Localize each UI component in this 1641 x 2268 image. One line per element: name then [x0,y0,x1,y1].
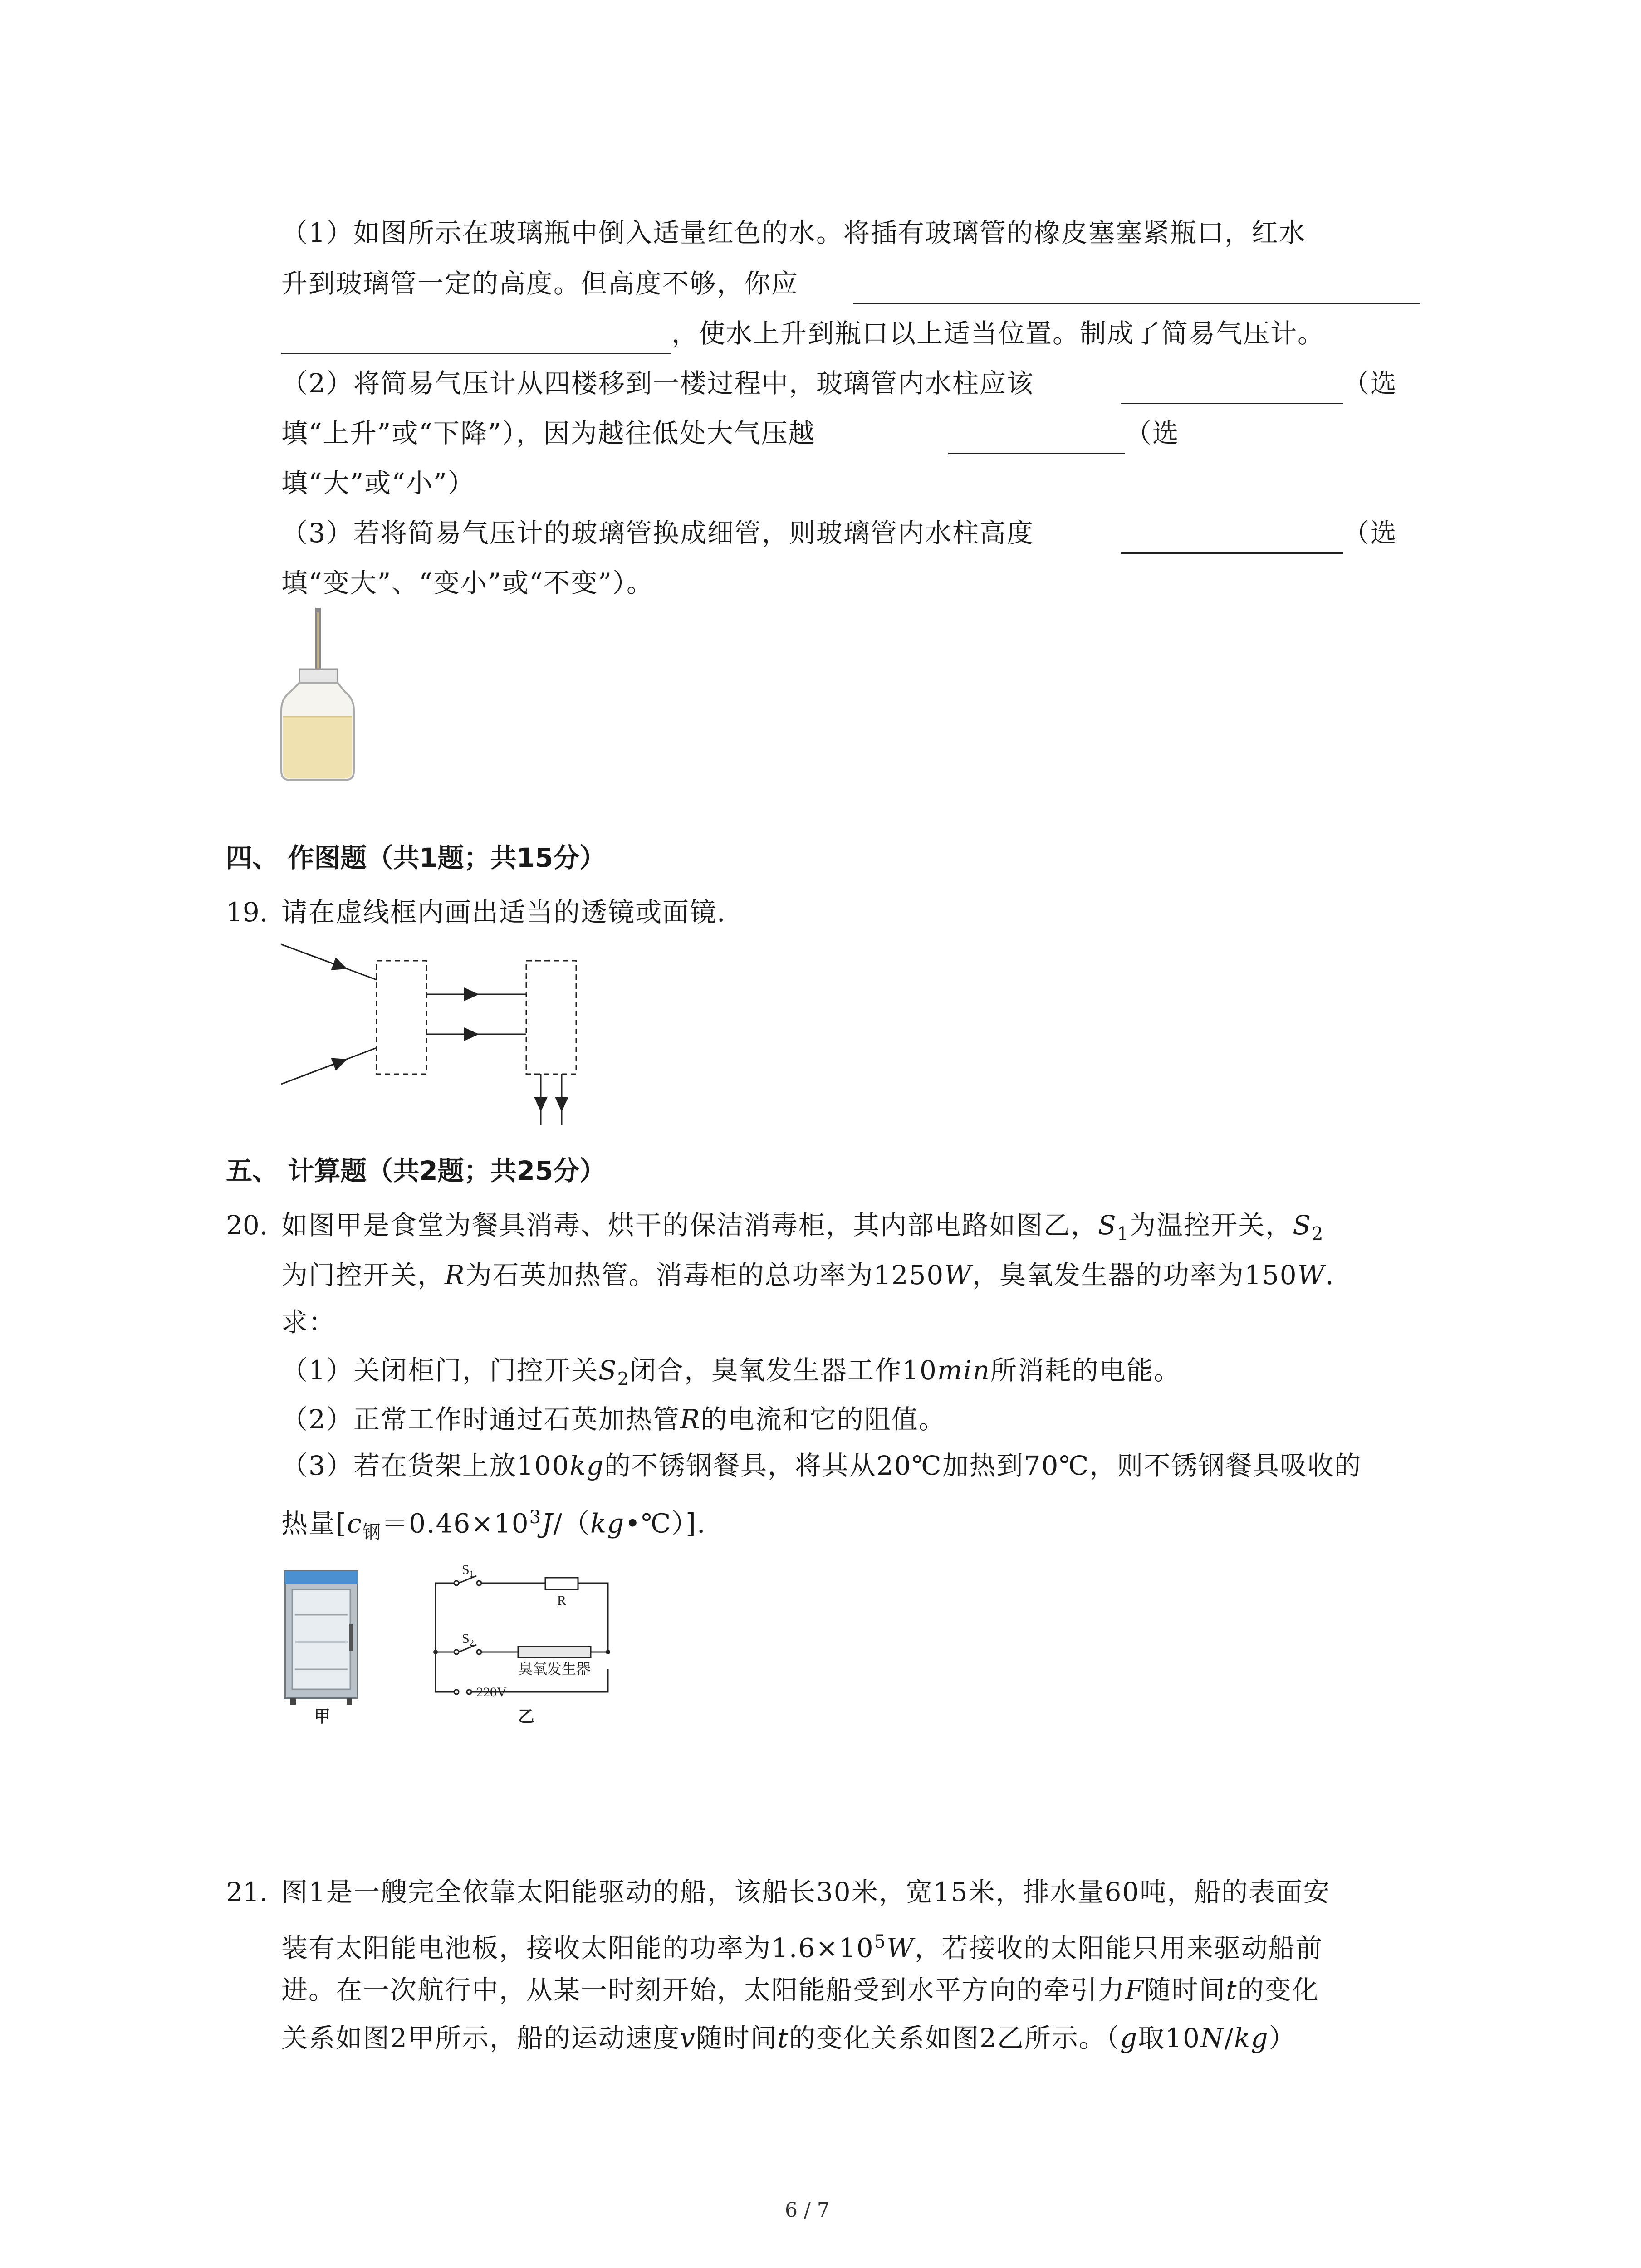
q18-part1-line3: ，使水上升到瓶口以上适当位置。制成了简易气压计。 [671,318,1325,349]
q18-part2-line1: （2）将简易气压计从四楼移到一楼过程中，玻璃管内水柱应该 [281,368,1034,399]
barometer-bottle-figure [272,608,363,785]
q20-part3: （3）若在货架上放100kg的不锈钢餐具，将其从20℃加热到70℃，则不锈钢餐具吸收的 [281,1450,1362,1481]
q18-part3-line1: （3）若将简易气压计的玻璃管换成细管，则玻璃管内水柱高度 [281,518,1034,548]
figure-label-jia: 甲 [314,1707,331,1724]
svg-text:S2: $S_2$ [462,1631,474,1648]
q20-line1: 如图甲是食堂为餐具消毒、烘干的保洁消毒柜，其内部电路如图乙，$S_1$为温控开关，$S_2$ [281,1210,1324,1245]
q18-part3-line2: 填“变大”、“变小”或“不变”）。 [281,567,654,598]
answer-blank[interactable] [1121,552,1343,554]
ray-diagram-figure[interactable] [277,934,594,1134]
q18-part2-option: （选 [1125,418,1180,449]
dashed-box-left[interactable] [377,961,426,1074]
circuit-label-r: R [557,1593,567,1608]
figure-label-yi: 乙 [518,1707,535,1724]
svg-text:S1: $S_1$ [462,1562,474,1579]
section5-heading: 五、 计算题（共2题；共25分） [226,1155,606,1186]
q21-line4: 关系如图2甲所示，船的运动速度v随时间t的变化关系如图2乙所示。（g取10N/kg） [281,2023,1296,2053]
answer-blank[interactable] [853,303,1420,304]
page-number: 6 / 7 [785,2199,830,2222]
question-number: 19. [226,897,268,928]
question-number: 20. [226,1210,268,1241]
q20-part2: （2）正常工作时通过石英加热管R的电流和它的阻值。 [281,1404,946,1435]
circuit-label-ozone: 臭氧发生器 [518,1660,591,1677]
dashed-box-right[interactable] [526,961,576,1074]
q18-part2-option: （选 [1343,368,1398,399]
q19-text: 请在虚线框内画出适当的透镜或面镜. [281,897,726,928]
q18-part1-line2: 升到玻璃管一定的高度。但高度不够，你应 [281,268,799,299]
circuit-diagram-figure [426,1560,622,1724]
answer-blank[interactable] [948,453,1125,454]
q21-line3: 进。在一次航行中，从某一时刻开始，太阳能船受到水平方向的牵引力F随时间t的变化 [281,1975,1319,2005]
q18-part1-line1: （1）如图所示在玻璃瓶中倒入适量红色的水。将插有玻璃管的橡皮塞塞紧瓶口，红水 [281,217,1306,248]
q18-part2-line2: 填“上升”或“下降”），因为越往低处大气压越 [281,418,816,449]
answer-blank[interactable] [281,353,671,354]
disinfection-cabinet-figure [281,1569,363,1724]
circuit-label-s1: S [462,1562,470,1577]
circuit-label-voltage: 220V [476,1685,507,1700]
q20-line2: 为门控开关，R为石英加热管。消毒柜的总功率为1250W，臭氧发生器的功率为150W. [281,1260,1335,1290]
circuit-label-s2: S [462,1631,470,1646]
q20-part1: （1）关闭柜门，门控开关$S_2$闭合，臭氧发生器工作10min所消耗的电能。 [281,1355,1181,1390]
q21-line1: 图1是一艘完全依靠太阳能驱动的船，该船长30米，宽15米，排水量60吨，船的表面安 [281,1877,1331,1907]
section4-heading: 四、 作图题（共1题；共15分） [226,842,606,873]
q18-part3-option: （选 [1343,518,1398,548]
answer-blank[interactable] [1121,403,1343,404]
q20-part3-formula: 热量$[c_钢=0.46\times 10^3J/(kg•℃)]$. [281,1507,706,1543]
q18-part2-line3: 填“大”或“小”） [281,468,475,499]
q21-line2: 装有太阳能电池板，接收太阳能的功率为$1.6\times 10^5W$，若接收的太阳能只用来驱动船前 [281,1931,1323,1964]
question-number: 21. [226,1877,268,1907]
q20-line3: 求： [281,1307,336,1338]
